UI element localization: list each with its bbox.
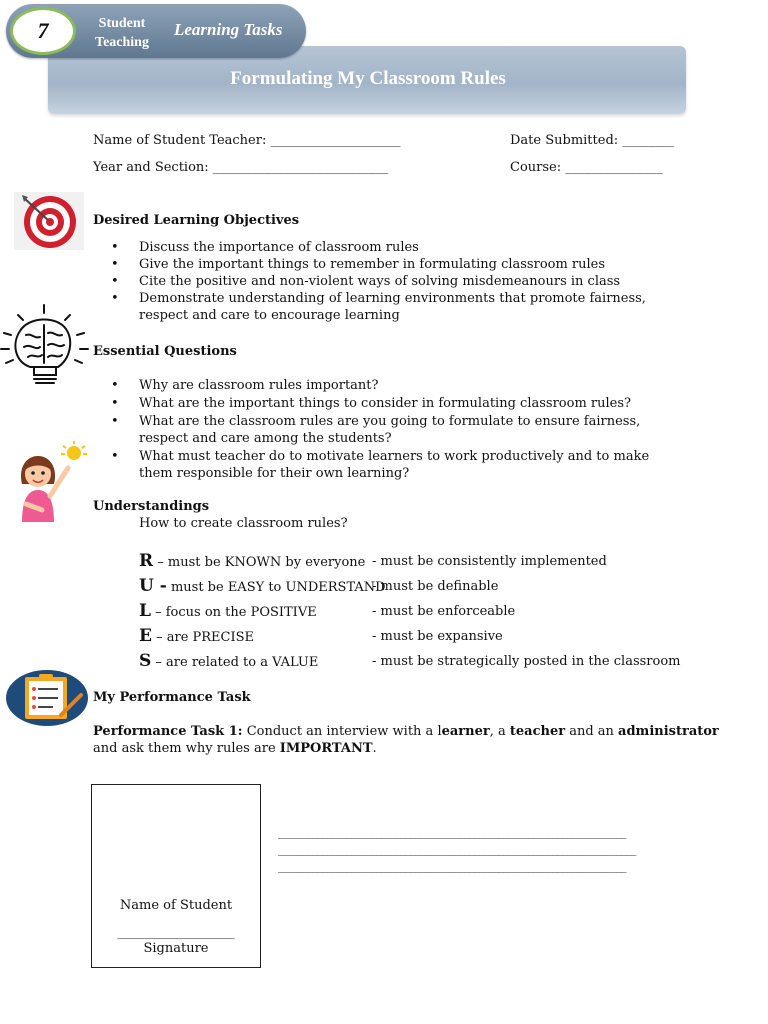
understandings-subheading: How to create classroom rules? (139, 516, 348, 531)
clipboard-task-icon (5, 669, 89, 727)
lesson-number: 7 (10, 7, 76, 55)
rule-row: L – focus on the POSITIVE - must be enforceable (139, 601, 516, 621)
student-teaching-label: Student Teaching (95, 16, 149, 50)
learning-tasks-label: Learning Tasks (174, 20, 283, 39)
questions-list (93, 377, 683, 482)
list-item: • What are the important things to consider in formulating classroom rules? (93, 395, 683, 412)
list-item: • Give the important things to remember in formulating classroom rules (93, 256, 683, 273)
signature-line: __________________ (117, 925, 235, 940)
answer-line: _______________________________________________________________________ (278, 860, 626, 873)
signature-box (91, 784, 261, 968)
target-icon (14, 192, 84, 250)
year-section-field: Year and Section: ___________________________ (93, 160, 389, 175)
rule-row: S – are related to a VALUE - must be strategically posted in the classroom (139, 651, 681, 671)
list-item: • Cite the positive and non-violent ways of solving misdemeanours in class (93, 273, 683, 290)
girl-idea-icon (12, 440, 92, 522)
signature-label: Signature (143, 941, 209, 956)
rule-row: U - must be EASY to UNDERSTAND - must be definable (139, 576, 499, 596)
rules-table (139, 549, 699, 674)
date-submitted-field: Date Submitted: ________ (510, 133, 675, 148)
understandings-heading: Understandings (93, 499, 210, 514)
questions-heading: Essential Questions (93, 344, 237, 359)
rule-row: R – must be KNOWN by everyone - must be consistently implemented (139, 551, 607, 571)
list-item: • Why are classroom rules important? (93, 377, 683, 394)
objectives-list (93, 239, 683, 324)
list-item: • What are the classroom rules are you going to formulate to ensure fairness, respect and care among the students? (93, 413, 683, 447)
performance-task-text: Performance Task 1: Conduct an interview with a learner, a teacher and an administrator and ask them why rules are IMPORTANT. (93, 724, 719, 756)
list-item: • What must teacher do to motivate learners to work productively and to make them responsible for their own learning? (93, 448, 683, 482)
answer-lines (278, 824, 678, 875)
answer-line: _______________________________________________________________________ (278, 826, 626, 839)
objectives-heading: Desired Learning Objectives (93, 213, 300, 228)
course-field: Course: _______________ (510, 160, 663, 175)
rule-row: E – are PRECISE - must be expansive (139, 626, 503, 646)
list-item: • Demonstrate understanding of learning environments that promote fairness, respect and care to encourage learning (93, 290, 683, 324)
page-title: Formulating My Classroom Rules (230, 68, 506, 89)
brain-lightbulb-icon (0, 303, 92, 389)
answer-line: _________________________________________________________________________ (278, 843, 636, 856)
performance-heading: My Performance Task (93, 690, 251, 705)
list-item: • Discuss the importance of classroom rules (93, 239, 683, 256)
student-teacher-name-field: Name of Student Teacher: ____________________ (93, 133, 401, 148)
student-name-label: Name of Student (119, 898, 233, 913)
